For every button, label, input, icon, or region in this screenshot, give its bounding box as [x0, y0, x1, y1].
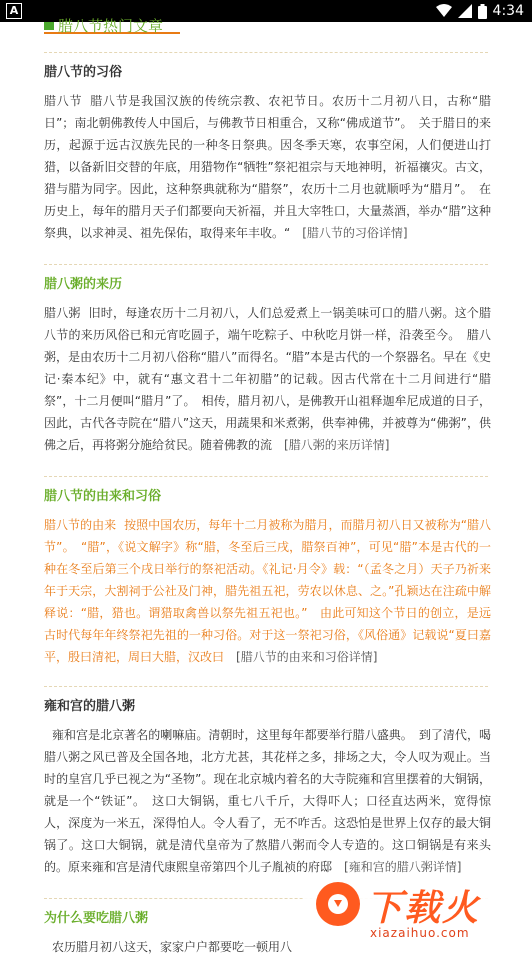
article-label: 腊八节的由来	[44, 518, 117, 532]
download-logo-icon	[316, 882, 360, 926]
article-more-link[interactable]: [腊八节的习俗详情]	[302, 226, 408, 240]
divider	[44, 686, 488, 687]
divider	[44, 264, 488, 265]
banner-title: 腊八节热门文章	[58, 17, 164, 35]
article-origin-customs	[44, 480, 491, 668]
article-body: 雍和宫是北京著名的喇嘛庙。清朝时，这里每年都要举行腊八盛典。 到了清代，喝腊八粥之风已普及全国各地，北方尤甚，其花样之多，排场之大，令人叹为观止。当时的皇宫几乎已视之为“圣物”。现在北京城内着名的大寺院雍和宫里摆着的大铜锅，就是一个“铁证”。 这口大铜锅，重七八千斤，大得吓人；口径直达两米，宽得惊人，深度为一米五，深得怕人。令人看了，无不咋舌。这恐怕是世界上仅存的最大铜锅了。这口大铜锅，就是清代皇帝为了熬腊八粥而令人专造的。这口铜锅是有来头的。原来雍和宫是清代康熙皇帝第四个儿子胤祯的府邸	[44, 728, 491, 874]
article-body: 农历腊月初八这天，家家户户都要吃一顿用八	[52, 940, 293, 954]
site-watermark	[304, 878, 532, 946]
divider	[44, 52, 488, 53]
article-text	[44, 302, 491, 456]
article-more-link[interactable]: [腊八粥的来历详情]	[284, 438, 390, 452]
article-text	[44, 724, 491, 878]
cell-signal-icon	[458, 4, 472, 18]
battery-icon	[478, 4, 487, 19]
watermark-brand: 下载火	[366, 888, 481, 929]
article-customs	[44, 56, 491, 244]
article-body: 旧时，每逢农历十二月初八，人们总爱煮上一锅美味可口的腊八粥。这个腊八节的来历风俗已和元宵吃圆子，端午吃粽子、中秋吃月饼一样，沿袭至今。 腊八粥，是由农历十二月初八俗称“腊八”而得名。“腊”本是古代的一个祭器名。早在《史记·秦本纪》中，就有“惠文君十二年初腊”的记载。因古代常在十二月间进行“腊祭”，十二月便叫“腊月”了。 相传，腊月初八，是佛教开山祖释迦牟尼成道的日子，因此，古代各寺院在“腊八”这天，用蔬果和米煮粥，供奉神佛，并被尊为“佛粥”，供佛之后，再将粥分施给贫民。随着佛教的流	[44, 306, 491, 452]
article-heading[interactable]: 腊八节的习俗	[44, 65, 123, 80]
article-label: 腊八粥	[44, 306, 81, 320]
hot-articles-banner	[44, 17, 180, 35]
article-label: 腊八节	[44, 94, 83, 108]
article-yonghe-temple	[44, 690, 491, 878]
status-icons	[436, 2, 524, 20]
app-notification-icon: A	[6, 3, 22, 19]
article-more-link[interactable]: [腊八节的由来和习俗详情]	[236, 650, 378, 664]
article-body: 腊八节是我国汉族的传统宗教、农祀节日。农历十二月初八日，古称“腊日”；南北朝佛教传人中国后，与佛教节日相重合，又称“佛成道节”。 关于腊日的来历，起源于远古汉族先民的一种冬日祭典。因冬季天寒，农事空闲，人们便进山打猎，以备新旧交替的年底，用猎物作“牺牲”祭祀祖宗与天地神明，祈福禳灾。古文，猎与腊为同字。因此，这种祭典就称为“腊祭”，农历十二月也就顺呼为“腊月”。 在历史上，每年的腊月天子们都要向天祈福，并且大宰牲口，大量蒸酒，举办“腊”这种祭典，以求神灵、祖先保佑，取得来年丰收。“	[44, 94, 491, 240]
divider	[44, 476, 488, 477]
article-text	[44, 90, 491, 244]
article-heading[interactable]: 腊八节的由来和习俗	[44, 489, 162, 504]
article-more-link[interactable]: [雍和宫的腊八粥详情]	[344, 860, 462, 874]
banner-check-icon	[44, 22, 54, 30]
article-heading[interactable]: 雍和宫的腊八粥	[44, 699, 136, 714]
clock: 4:34	[492, 3, 524, 19]
article-list[interactable]	[0, 17, 532, 954]
article-heading[interactable]: 腊八粥的来历	[44, 277, 123, 292]
wifi-icon	[436, 4, 452, 18]
article-text	[44, 514, 491, 668]
article-porridge-origin	[44, 268, 491, 456]
watermark-url: xiazaihuo.com	[370, 926, 470, 940]
article-heading[interactable]: 为什么要吃腊八粥	[44, 911, 149, 926]
article-body: 按照中国农历，每年十二月被称为腊月，而腊月初八日又被称为“腊八节”。 “腊”，《说文解字》称“腊，冬至后三戌，腊祭百神”，可见“腊”本是古代的一种在冬至后第三个戌日举行的祭祀活动。《礼记·月令》载：“（孟冬之月）天子乃祈来年于天宗，大割祠于公社及门神，腊先祖五祀，劳农以休息、之。”孔颖达在注疏中解释说：“腊，猎也。谓猎取禽兽以祭先祖五祀也。” 由此可知这个节日的创立，是远古时代每年年终祭祀先祖的一种习俗。对于这一祭祀习俗，《风俗通》记载说“夏曰嘉平，殷曰清祀，周曰大腊，汉改曰	[44, 518, 491, 664]
